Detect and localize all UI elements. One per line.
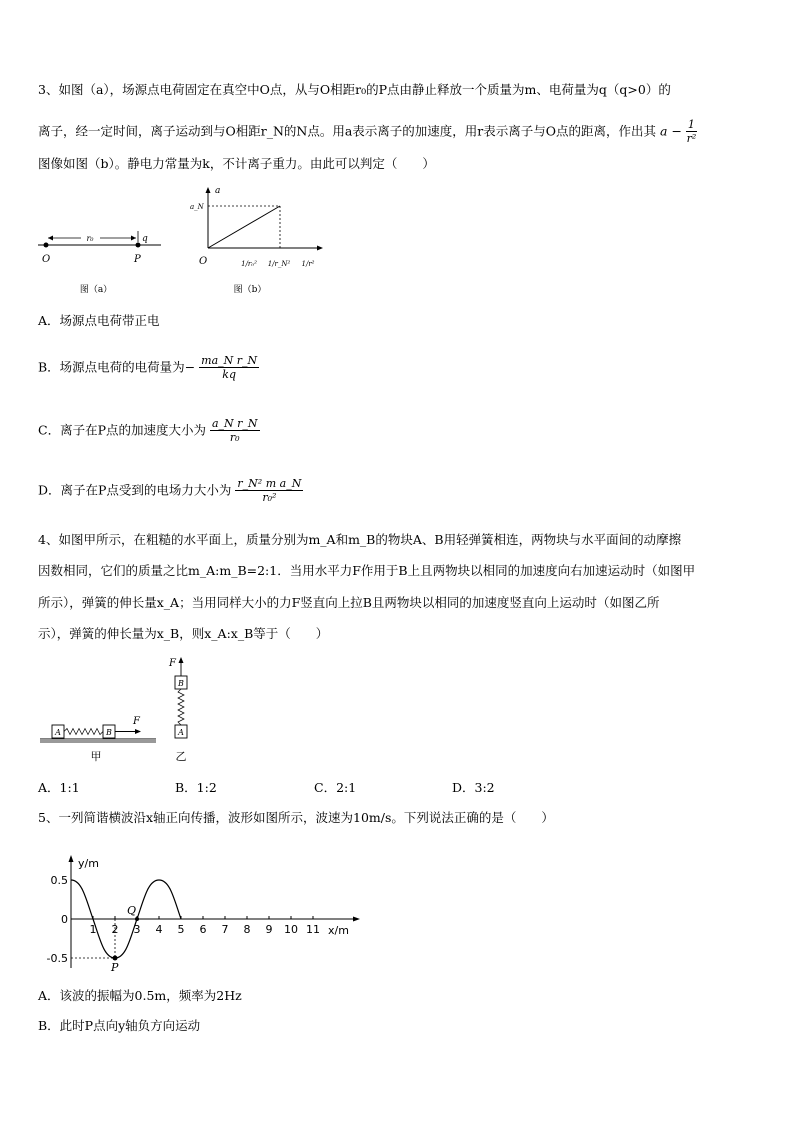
q3-figure-b	[188, 184, 328, 299]
q4-line2: 因数相同，它们的质量之比m_A:m_B=2:1．当用水平力F作用于B上且两物块以相同的加速度向右加速运动时（如图甲	[38, 563, 696, 578]
q3-option-b-label: B．场源点电荷的电荷量为	[38, 359, 185, 375]
q4-choice-a: A．1:1	[38, 780, 80, 795]
graph-xtick-3: 3	[133, 923, 141, 936]
graph-ytick-0: 0	[61, 913, 68, 926]
q3-option-c-num: a_N r_N	[211, 417, 258, 430]
q3-option-b-den: kq	[222, 368, 237, 382]
graph-xtick-11: 11	[306, 923, 320, 936]
fig-b-a-label: a	[215, 186, 221, 196]
graph-ylabel: y/m	[78, 857, 99, 870]
q3-option-d	[38, 478, 303, 504]
fig-yi-A-label: A	[178, 728, 184, 737]
q3-option-b-prefix: −	[184, 359, 196, 375]
q3-line1: 3、如图（a），场源点电荷固定在真空中O点，从与O相距r₀的P点由静止释放一个质量为m、电荷量为q（q>0）的	[38, 82, 671, 97]
q4-line4: 示），弹簧的伸长量为x_B，则x_A:x_B等于（ ）	[38, 626, 329, 641]
q3-line2-frac	[686, 119, 697, 145]
q3-option-b	[38, 355, 259, 381]
q3-line2-text: 离子，经一定时间，离子运动到与O相距r_N的N点。用a表示离子的加速度，用r表示离子与O点的距离，作出其	[38, 123, 657, 139]
q3-line2-frac-num: 1	[687, 118, 695, 131]
fig-a-r0-label: r₀	[86, 234, 94, 243]
q5-option-b: B．此时P点向y轴负方向运动	[38, 1018, 201, 1033]
graph-xtick-9: 9	[265, 923, 273, 936]
graph-xtick-6: 6	[199, 923, 207, 936]
fig-b-line	[208, 206, 280, 248]
q3-option-a: A．场源点电荷带正电	[38, 313, 160, 328]
fig-a-q-label: q	[142, 234, 148, 244]
q3-option-d-num: r_N² m a_N	[237, 477, 302, 490]
q4-line3: 所示），弹簧的伸长量x_A；当用同样大小的力F竖直向上拉B且两物块以相同的加速度竖直向上运动时（如图乙所	[38, 595, 660, 610]
fig-a-caption: 图（a）	[79, 285, 113, 295]
graph-xtick-8: 8	[243, 923, 251, 936]
graph-xtick-7: 7	[221, 923, 229, 936]
fig-yi-spring	[178, 689, 184, 725]
q3-option-d-label: D．离子在P点受到的电场力大小为	[38, 482, 232, 498]
graph-xtick-1: 1	[89, 923, 97, 936]
graph-xtick-2: 2	[111, 923, 119, 936]
fig-b-tick1: 1/r₀²	[241, 260, 257, 268]
q3-option-b-num: ma_N r_N	[201, 354, 258, 367]
fig-jia-caption: 甲	[90, 750, 102, 763]
q4-choice-c: C．2:1	[314, 780, 357, 795]
fig-a-P-label: P	[134, 254, 141, 265]
fig-a-point-P	[136, 243, 141, 248]
q4-choice-b: B．1:2	[175, 780, 217, 795]
fig-a-point-O	[44, 243, 49, 248]
graph-ytick-neg0.5: -0.5	[46, 952, 68, 965]
fig-b-aN-label: a_N	[190, 203, 204, 211]
q5-line1: 5、一列简谐横波沿x轴正向传播，波形如图所示，波速为10m/s。下列说法正确的是（ ）	[38, 810, 554, 825]
q3-option-d-frac	[235, 478, 303, 504]
fig-b-tick2: 1/r_N²	[267, 260, 291, 268]
fig-yi-caption: 乙	[175, 750, 187, 763]
q4-line1: 4、如图甲所示，在粗糙的水平面上，质量分别为m_A和m_B的物块A、B用轻弹簧相连，两物块与水平面间的动摩擦	[38, 532, 682, 547]
point-P	[113, 956, 118, 961]
q3-line3: 图像如图（b）。静电力常量为k，不计离子重力。由此可以判定（ ）	[38, 156, 435, 171]
q3-line2	[38, 119, 697, 145]
fig-jia-A-label: A	[55, 728, 61, 737]
q3-option-c	[38, 418, 260, 444]
graph-xtick-10: 10	[284, 923, 298, 936]
graph-ytick-0.5: 0.5	[50, 874, 68, 887]
graph-xtick-4: 4	[155, 923, 163, 936]
fig-b-O-label: O	[199, 256, 208, 267]
fig-jia-F-label: F	[133, 716, 140, 727]
q3-option-d-den: r₀²	[262, 491, 277, 505]
fig-jia-spring	[64, 729, 103, 735]
q3-line2-tail: a −	[660, 123, 682, 139]
fig-b-tick3: 1/r²	[301, 260, 315, 268]
q3-option-c-frac	[210, 418, 260, 444]
label-Q: Q	[127, 904, 137, 917]
graph-xtick-5: 5	[177, 923, 185, 936]
label-P: P	[111, 961, 119, 974]
q3-option-c-label: C．离子在P点的加速度大小为	[38, 422, 206, 438]
ground-hatch	[40, 739, 156, 743]
graph-xlabel: x/m	[328, 924, 349, 937]
fig-a-O-label: O	[42, 254, 51, 265]
q4-choice-d: D．3:2	[452, 780, 495, 795]
q3-option-b-frac	[199, 355, 259, 381]
q4-figure	[38, 652, 208, 767]
fig-yi-F-label: F	[169, 658, 176, 669]
q3-line2-frac-den: r²	[686, 132, 697, 146]
q3-figure-a	[36, 222, 166, 297]
q5-option-a: A．该波的振幅为0.5m，频率为2Hz	[38, 988, 242, 1003]
fig-yi-B-label: B	[178, 679, 184, 688]
point-Q	[135, 917, 139, 921]
fig-jia-B-label: B	[106, 728, 112, 737]
fig-b-caption: 图（b）	[233, 285, 267, 295]
q5-wave-graph	[38, 850, 368, 975]
q3-option-c-den: r₀	[229, 431, 240, 445]
